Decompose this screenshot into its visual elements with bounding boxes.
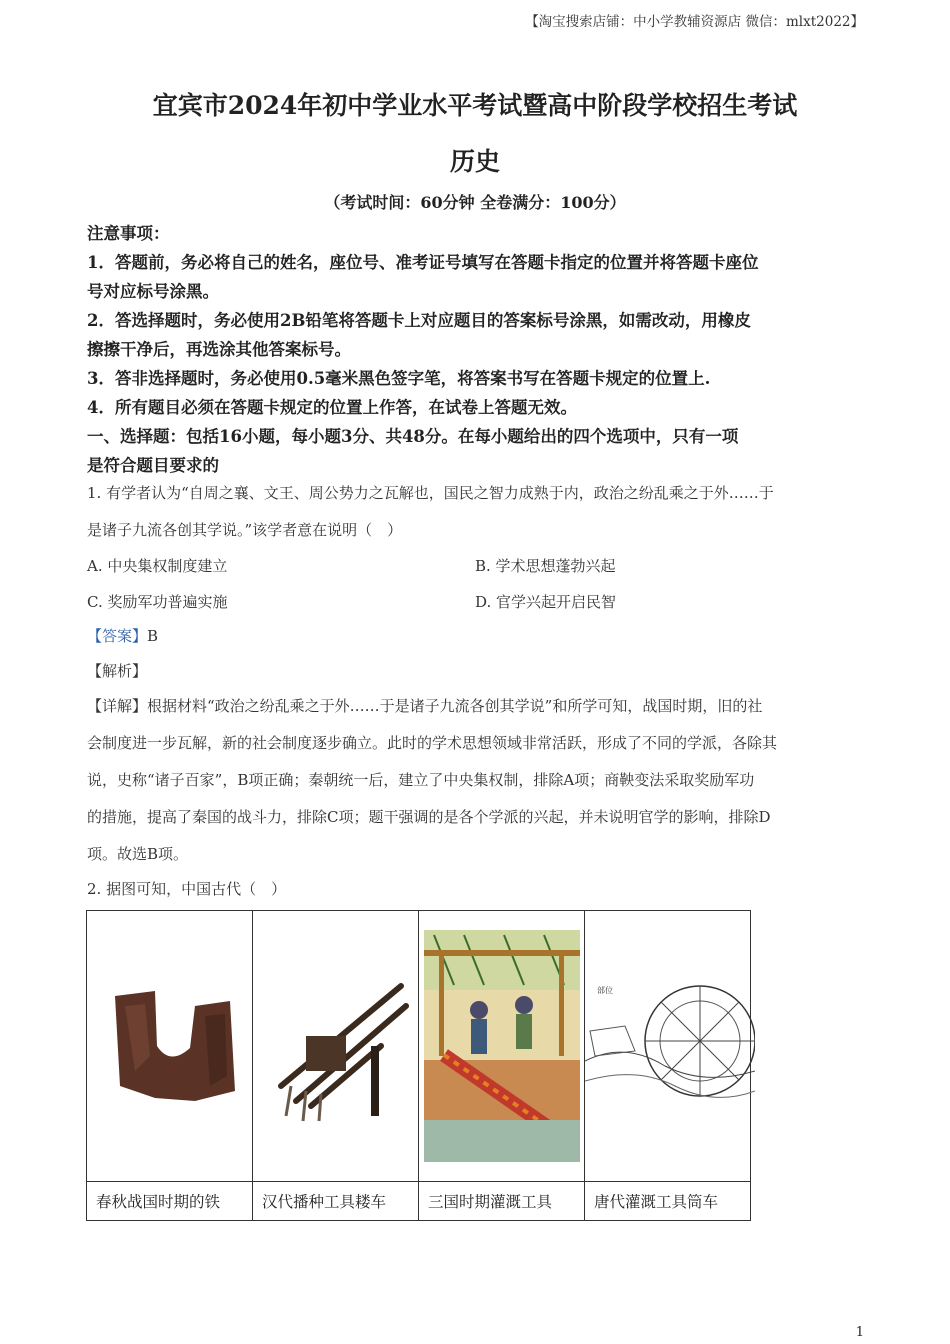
caption-2: 汉代播种工具耧车: [253, 1182, 419, 1221]
detail-line: 【详解】根据材料“政治之纷乱乘之于外……于是诸子九流各创其学说”和所学可知，战国时期，旧的社: [87, 697, 763, 715]
caption-3: 三国时期灌溉工具: [419, 1182, 585, 1221]
analysis-tag: 【解析】: [87, 662, 148, 680]
notice-line: 4．所有题目必须在答题卡规定的位置上作答，在试卷上答题无效。: [87, 398, 577, 417]
caption-4: 唐代灌溉工具筒车: [585, 1182, 751, 1221]
detail-line: 项。故选B项。: [87, 845, 189, 863]
answer-value: B: [147, 627, 159, 645]
notice-line: 2．答选择题时，务必使用2B铅笔将答题卡上对应题目的答案标号涂黑，如需改动，用橡皮: [87, 311, 751, 330]
seed-drill-image: [253, 911, 419, 1182]
iron-tool-image: [87, 911, 253, 1182]
notice-line: 1．答题前，务必将自己的姓名，座位号、准考证号填写在答题卡指定的位置并将答题卡座位: [87, 253, 759, 272]
answer-tag: 【答案】: [87, 627, 148, 645]
section-heading: 一、选择题：包括16小题，每小题3分、共48分。在每小题给出的四个选项中，只有一项: [87, 427, 739, 446]
svg-text:部位: 部位: [597, 986, 613, 995]
subject-title: 历史: [449, 147, 500, 176]
water-wheel-image: [585, 911, 751, 1182]
header-note: 【淘宝搜索店铺：中小学教辅资源店 微信：mlxt2022】: [525, 14, 864, 30]
option-c: C. 奖励军功普遍实施: [87, 593, 228, 611]
notice-line: 3．答非选择题时，务必使用0.5毫米黑色签字笔，将答案书写在答题卡规定的位置上.: [87, 369, 711, 388]
detail-line: 会制度进一步瓦解，新的社会制度逐步确立。此时的学术思想领域非常活跃，形成了不同的学派，各除其: [87, 734, 778, 752]
exam-meta: （考试时间：60分钟 全卷满分：100分）: [324, 193, 626, 212]
caption-1: 春秋战国时期的铁: [87, 1182, 253, 1221]
option-a: A. 中央集权制度建立: [87, 557, 228, 575]
notice-line: 擦擦干净后，再选涂其他答案标号。: [87, 340, 351, 359]
notice-line: 号对应标号涂黑。: [87, 282, 219, 301]
figure-table: [86, 910, 751, 1221]
answer-line: [87, 625, 158, 646]
detail-line: 的措施，提高了秦国的战斗力，排除C项；题干强调的是各个学派的兴起，并未说明官学的影响，排除D: [87, 808, 771, 826]
option-d: D. 官学兴起开启民智: [475, 593, 617, 611]
section-heading: 是符合题目要求的: [87, 456, 219, 475]
irrigation-pump-image: [419, 911, 585, 1182]
notice-heading: 注意事项：: [87, 224, 170, 243]
option-b: B. 学术思想蓬勃兴起: [475, 557, 616, 575]
page-number: 1: [855, 1325, 864, 1340]
question-2-stem: 2. 据图可知，中国古代（ ）: [87, 880, 287, 898]
exam-title: 宜宾市2024年初中学业水平考试暨高中阶段学校招生考试: [152, 91, 798, 120]
question-1-stem: 1. 有学者认为“自周之襄、文王、周公势力之瓦解也，国民之智力成熟于内，政治之纷乱乘之于外……于: [87, 484, 774, 502]
question-1-stem: 是诸子九流各创其学说。”该学者意在说明（ ）: [87, 521, 403, 539]
detail-line: 说，史称“诸子百家”，B项正确；秦朝统一后，建立了中央集权制，排除A项；商鞅变法采取奖励军功: [87, 771, 755, 789]
